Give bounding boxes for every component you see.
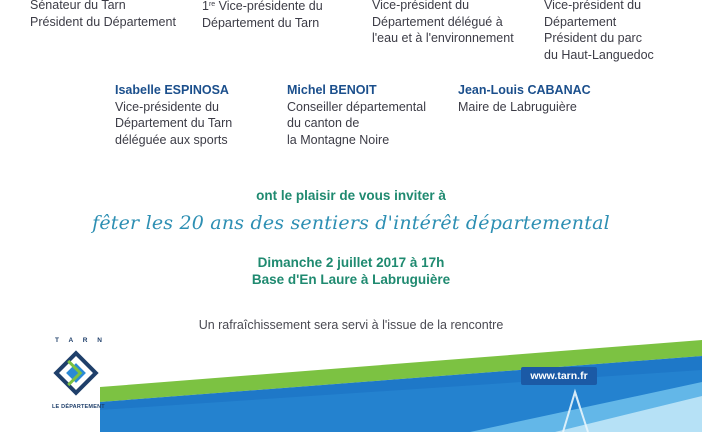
invitation-intro: ont le plaisir de vous inviter à	[256, 188, 446, 203]
event-place: Base d'En Laure à Labruguière	[251, 272, 451, 287]
signatory-title-line: déléguée aux sports	[115, 132, 228, 147]
signatory-name: Jean-Louis CABANAC	[458, 83, 591, 97]
signatory-title-line: Sénateur du Tarn	[30, 0, 126, 12]
signatory-title-line: Vice-président du	[544, 0, 642, 12]
signatory-title-line: Vice-présidente du	[115, 99, 220, 114]
logo-label-top: T A R N	[55, 337, 106, 344]
signatory-title-line: Vice-président du	[372, 0, 470, 12]
signatory-block-espinosa	[115, 82, 232, 148]
signatory-title-line: Département délégué à	[372, 14, 503, 29]
signatory-name: Isabelle ESPINOSA	[115, 83, 229, 97]
website-link[interactable]: www.tarn.fr	[521, 367, 597, 385]
signatory-title-line: Département	[544, 14, 617, 29]
signatory-title-line: l'eau et à l'environnement	[372, 31, 514, 45]
signatory-title-line: Président du Département	[30, 14, 176, 29]
signatory-title-line: du Haut-Languedoc	[544, 47, 654, 62]
signatory-block-cabanac	[458, 82, 591, 115]
signatory-title-line: Département du Tarn	[115, 116, 233, 130]
event-title: fêter les 20 ans des sentiers d'intérêt départemental	[92, 212, 610, 234]
event-date: Dimanche 2 juillet 2017 à 17h	[257, 255, 445, 270]
signatory-block-2	[202, 0, 323, 31]
signatory-block-1	[30, 0, 176, 30]
signatory-title-line: Maire de Labruguière	[458, 99, 577, 114]
refreshment-note: Un rafraîchissement sera servi à l'issue de la rencontre	[198, 318, 504, 332]
signatory-title-line: 1re Vice-présidente du	[202, 0, 323, 13]
tarn-logo-icon	[52, 348, 100, 398]
signatory-title-line: du canton de	[287, 116, 360, 130]
signatory-block-3	[372, 0, 514, 47]
signatory-block-4	[544, 0, 654, 63]
signatory-block-benoit	[287, 82, 426, 148]
signatory-title-line: Conseiller départemental	[287, 99, 426, 114]
logo-label-bottom: LE DÉPARTEMENT	[52, 404, 105, 410]
signatory-title-line: la Montagne Noire	[287, 132, 390, 147]
signatory-title-line: Président du parc	[544, 31, 642, 45]
signatory-name: Michel BENOIT	[287, 83, 377, 97]
signatory-title-line: Département du Tarn	[202, 15, 320, 30]
